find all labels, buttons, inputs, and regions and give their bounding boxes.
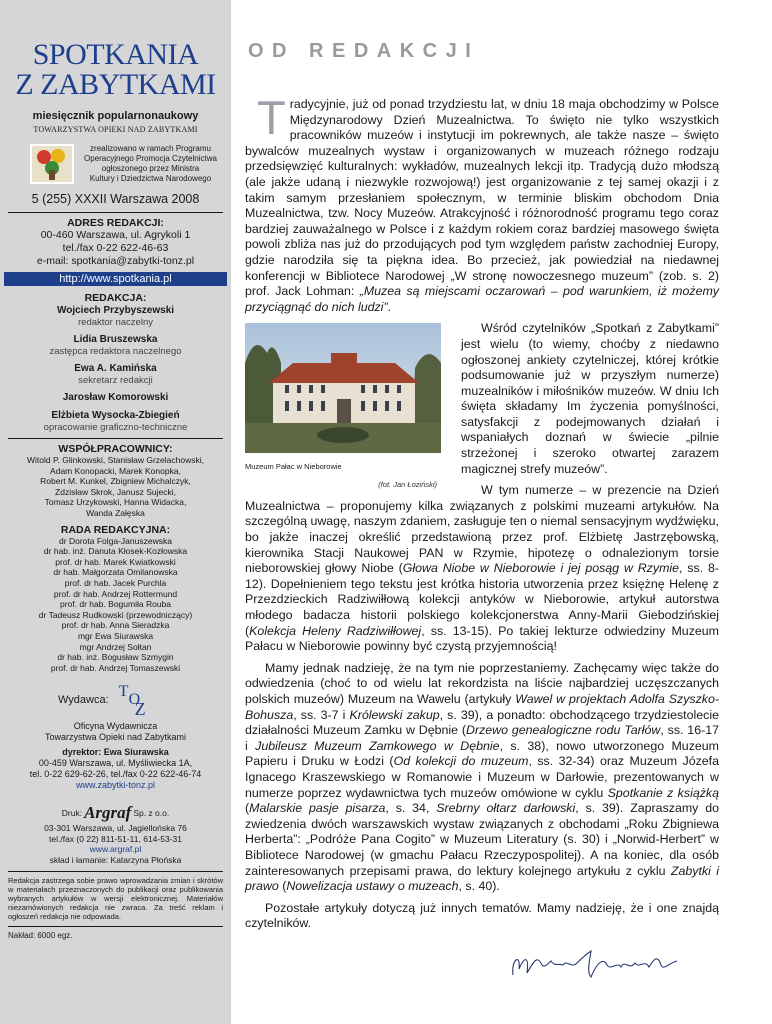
- magazine-subtitle: miesięcznik popularnonaukowy: [32, 110, 199, 122]
- editor-name: Wojciech Przybyszewski: [56, 305, 175, 316]
- argraf-suffix: Sp. z o.o.: [133, 808, 170, 819]
- argraf-logo: Argraf: [84, 803, 132, 823]
- address-heading: ADRES REDAKCJI:: [67, 217, 164, 229]
- publisher-line: Oficyna Wydawnicza: [73, 721, 158, 732]
- website-link[interactable]: http://www.spotkania.pl: [4, 272, 227, 286]
- program-line: ogłoszonego przez Ministra: [101, 164, 200, 173]
- paragraph-text: , s. 40).: [458, 879, 500, 894]
- paragraph: Pozostałe artykuły dotyczą już innych tematów. Mamy nadzieję, że i one znajdą czytelników.: [245, 900, 719, 931]
- article-title-ref: Kolekcja Heleny Radziwiłłowej: [249, 623, 422, 638]
- email-link[interactable]: e-mail: spotkania@zabytki-tonz.pl: [36, 255, 195, 267]
- paragraph: [245, 483, 719, 655]
- board-member: prof. dr hab. Bogumiła Rouba: [59, 599, 172, 610]
- article-title-ref: Głowa Niobe w Nieborowie i jej posąg w Rzymie: [402, 561, 680, 576]
- publisher-address: 00-459 Warszawa, ul. Myśliwiecka 1A,: [38, 758, 193, 769]
- board-member: prof. dr hab. Jacek Purchla: [64, 577, 167, 588]
- paragraph-text: W tym numerze – w prezencie na Dzień Muzealnictwa – proponujemy kilka związanych z polskimi muzeami artykułów. Na szczególną uwagę, naszym zdaniem, zasługuje ten o niemal sensacyjnym wydźwięku, bo jakże inaczej określić przedstawioną przez prof. Elżbietę Jastrzębowską, kierownika Stacji Naukowej PAN w Rzymie, hipotezę o odnalezionym torsie nieborowskiej głowy Niobe (: [245, 483, 719, 576]
- editor-name: Ewa A. Kamińska: [74, 363, 157, 374]
- masthead-sidebar: [0, 0, 231, 1024]
- editor-name: Elżbieta Wysocka-Zbiegień: [51, 410, 180, 421]
- editor-role: redaktor naczelny: [78, 317, 153, 328]
- director: dyrektor: Ewa Siurawska: [62, 747, 169, 758]
- toz-logo-icon: [115, 683, 155, 720]
- issue-number: 5 (255) XXXII Warszawa 2008: [31, 192, 200, 206]
- board-member: dr Dorota Folga-Januszewska: [59, 535, 172, 546]
- nieborow-palace-photo: [245, 323, 441, 453]
- board-member: prof. dr hab. Andrzej Tomaszewski: [50, 662, 181, 673]
- publisher-website-link[interactable]: www.zabytki-tonz.pl: [75, 780, 156, 791]
- board-member: dr hab. Małgorzata Omilanowska: [53, 567, 178, 578]
- photo-credit: (fot. Jan Łoziński): [378, 479, 437, 489]
- magazine-title-line1: SPOTKANIA: [32, 38, 199, 71]
- article-title-ref: Królewski zakup: [349, 707, 440, 722]
- divider: [8, 212, 223, 213]
- printer-block: [8, 803, 223, 823]
- board-member: mgr Ewa Siurawska: [77, 630, 154, 641]
- paragraph-text: , ss. 3-7 i: [293, 707, 350, 722]
- paragraph-text: , ss. 8-12). Dopełnieniem tego tekstu jest krótka historia utworzenia przez księżnę Helenę z Przezdzieckich Radziwiłłową kolekcji antyków w Nieborowie, artykuł autorstwa młodego badacza historii polskiego kolekcjonerstwa Anny-Marii Giebodzińskiej (: [245, 561, 719, 638]
- toz-letter: T: [118, 683, 129, 701]
- paragraph: Wśród czytelników „Spotkań z Zabytkami” jest wielu (to wiemy, choćby z niedawno ogłoszonej ankiety czytelniczej, której krótkie podsumowanie już w przyszłym numerze) muzealników i miłośników muzeów. W dniu Ich święta składamy Im życzenia pomyślności, satysfakcji z podejmowanych działań i wspaniałych doznań w świecie „pilnie strzeżonej i szeroko otwartej zarazem magicznej strefy muzeów”.: [461, 321, 719, 476]
- signature-icon: [507, 945, 707, 985]
- program-line: Kultury i Dziedzictwa Narodowego: [89, 174, 212, 183]
- paragraph-text: radycyjnie, już od ponad trzydziestu lat, w dniu 18 maja obchodzimy w Polsce Międzynarodowy Dzień Muzealnictwa. To święto nie tylko wszystkich pracowników muzeów i instytucji im pokrewnych, ale także nasze – święto bywalców muzealnych wystaw i organizowanych w muzeach różnego rodzaju przedsięwzięć kulturalnych: wykładów, muzealnych lekcji itp. Tradycją dużo młodszą (ale jakże udaną i niezwykle rozwojową!) jest organizowanie z tej samej okazji i z takim samym przesłaniem społecznym, w terminie bliskim obchodom Dnia Muzealnictwa, tzw. Nocy Muzeów. Atrakcyjność i różnorodność programu tego coraz bardziej zauważalnego w Polsce i z każdym rokiem coraz bardziej masowego święta powoli zbliża nas już do przodujących pod tym względem państw zachodniej Europy, gdzie narodziła się ta piękna idea. Bo przecież, jak powiedział na niedawnej konferencji w Bibliotece Narodowej „W stronę nowoczesnego muzeum” (zob. s. 2) prof. Jack Lohman:: [245, 97, 719, 299]
- paragraph-text: , ss. 16-17 i: [245, 723, 719, 753]
- publisher-label: Wydawca:: [58, 694, 109, 707]
- photo-figure: [245, 323, 451, 492]
- program-info: [8, 144, 223, 184]
- program-line: Operacyjnego Promocja Czytelnictwa: [84, 154, 217, 163]
- contributors-line: Tomasz Urzykowski, Hanna Widacka,: [44, 497, 187, 508]
- address-line: tel./fax 0-22 622-46-63: [62, 242, 169, 254]
- editor-role: zastępca redaktora naczelnego: [49, 346, 182, 357]
- article-title-ref: Srebrny ołtarz darłowski: [436, 801, 576, 816]
- article-title-ref: Jubileusz Muzeum Zamkowego w Dębnie: [255, 738, 500, 753]
- editor-role: opracowanie graficzno-techniczne: [43, 422, 188, 433]
- paragraph-text: , s. 39). Zapraszamy do zwiedzenia dwóch warszawskich wystaw związanych z obchodami „Roku Zbigniewa Herberta”: „Podróże Pana Cogito” w Muzeum Literatury (s. 30) i „Norwid-Herbert” w Bibliotece Narodowej (w gmachu Pałacu Rzeczypospolitej). A na koniec, dla osób zainteresowanych przepisami prawa, do lektury kolejnego artykułu z cyklu: [245, 801, 719, 878]
- contributors-line: Zdzisław Skrok, Janusz Sujecki,: [55, 486, 176, 497]
- editor-name: Jarosław Komorowski: [62, 392, 169, 403]
- board-member: dr hab. inż. Bogusław Szmygin: [57, 652, 174, 663]
- board-member: mgr Andrzej Sołtan: [79, 641, 152, 652]
- contributors-heading: WSPÓŁPRACOWNICY:: [58, 443, 173, 455]
- contributors-line: Robert M. Kunkel, Zbigniew Michalczyk,: [40, 476, 191, 487]
- printer-address: 03-301 Warszawa, ul. Jagiellońska 76: [44, 823, 187, 834]
- article-heading: OD REDAKCJI: [248, 40, 480, 62]
- article-title-ref: Nowelizacja ustawy o muzeach: [286, 879, 459, 894]
- article-title-ref: Wawel w projektach Adolfa Szyszko-Bohusza: [245, 691, 719, 722]
- toz-letter: O: [128, 691, 141, 709]
- publisher-society: TOWARZYSTWA OPIEKI NAD ZABYTKAMI: [33, 125, 198, 134]
- paragraph-text: .: [387, 299, 392, 314]
- disclaimer: Redakcja zastrzega sobie prawo wprowadzania zmian i skrótów w materiałach przeznaczonych do publikacji oraz publikowania wybranych artykułów w wersji elektronicznej. Materiałów niezamówionych redakcja nie zwraca. Za treść reklam i ogłoszeń redakcja nie odpowiada.: [8, 875, 223, 922]
- board-member: dr hab. inż. Danuta Kłosek-Kozłowska: [43, 546, 188, 557]
- palace-image-icon: [245, 323, 441, 453]
- magazine-title: [8, 40, 223, 100]
- contributors-line: Adam Konopacki, Marek Konopka,: [50, 465, 181, 476]
- board-member: dr Tadeusz Rudkowski (przewodniczący): [38, 609, 193, 620]
- address-line: 00-460 Warszawa, ul. Agrykoli 1: [40, 229, 191, 241]
- editor-name: Lidia Bruszewska: [73, 334, 158, 345]
- ministry-program-logo-icon: [30, 144, 74, 184]
- contributors-line: Witold P. Glinkowski, Stanisław Grzelachowski,: [27, 455, 204, 465]
- paragraph: [245, 661, 719, 895]
- print-run: Nakład: 6000 egz.: [8, 930, 73, 940]
- board-member: prof. dr hab. Andrzej Rottermund: [53, 588, 178, 599]
- article-title-ref: Od kolekcji do muzeum: [393, 754, 529, 769]
- quote: „Muzea są miejscami oczarowań – pod warunkiem, iż możemy przyciągnąć do nich ludzi”: [245, 284, 719, 314]
- article-title-ref: Spotkanie z książką: [607, 785, 719, 800]
- article-title-ref: Malarskie pasje pisarza: [249, 801, 386, 816]
- board-member: prof. dr hab. Marek Kwiatkowski: [55, 556, 176, 567]
- article-title-ref: Drzewo genealogiczne rodu Tarłów: [466, 723, 661, 738]
- printer-label: Druk:: [61, 808, 83, 819]
- printer-address: tel./fax (0 22) 811-51-11, 614-53-31: [49, 833, 182, 844]
- publisher-address: tel. 0-22 629-62-26, tel./fax 0-22 622-46-74: [29, 769, 202, 780]
- paragraph-text: (: [278, 879, 287, 894]
- drop-cap: T: [257, 91, 286, 144]
- editor-role: sekretarz redakcji: [78, 375, 153, 386]
- divider: [8, 926, 223, 927]
- contributors-line: Wanda Załęska: [86, 507, 145, 518]
- magazine-title-line2: Z ZABYTKAMI: [15, 68, 216, 101]
- article-body: [245, 91, 720, 938]
- publisher-line: Towarzystwa Opieki nad Zabytkami: [44, 732, 187, 743]
- paragraph-text: , s. 34,: [385, 801, 437, 816]
- paragraph-text: , ss. 13-15). Po takiej lekturze odwiedziny Muzeum Pałacu w Nieborowie powinny być czystą przyjemnością!: [245, 623, 719, 654]
- divider: [8, 438, 223, 439]
- paragraph-text: , ss. 32-34) oraz Muzeum Józefa Ignacego Kraszewskiego w Romanowie i Muzeum w Darłowie, prezentowanych w numerze poprzez wydawnictwa tych muzeów omówione w cyklu: [245, 754, 720, 800]
- photo-caption: Muzeum Pałac w Nieborowie: [245, 462, 342, 472]
- typesetting: skład i łamanie: Katarzyna Płońska: [49, 855, 182, 866]
- paragraph-text: , s. 38), nowo utworzonego Muzeum Papieru i Druku w Łodzi (: [245, 738, 719, 769]
- paragraph-text: (: [245, 801, 250, 816]
- editorial-heading: REDAKCJA:: [84, 292, 147, 304]
- toz-letter: Z: [134, 699, 146, 720]
- paragraph-text: , s. 39), a ponadto: obchodzącego trzydziestolecie działalności Muzeum Zamku w Dębnie (: [245, 707, 719, 738]
- printer-website-link[interactable]: www.argraf.pl: [89, 844, 142, 855]
- article-title-ref: Zabytki i prawo: [245, 863, 719, 894]
- editorial-board-heading: RADA REDAKCYJNA:: [60, 523, 171, 536]
- publisher-block: [8, 683, 223, 720]
- board-member: prof. dr hab. Anna Sieradzka: [61, 620, 170, 631]
- divider: [8, 871, 223, 872]
- program-line: zrealizowano w ramach Programu: [90, 144, 211, 153]
- paragraph: [245, 91, 719, 315]
- paragraph-text: Mamy jednak nadzieję, że na tym nie poprzestaniemy. Zachęcamy więc także do odwiedzenia (choć to od wielu lat rekordzista na liście najbardziej uczęszczanych polskich muzeów) Muzeum na Wawelu (artykuły: [245, 660, 719, 706]
